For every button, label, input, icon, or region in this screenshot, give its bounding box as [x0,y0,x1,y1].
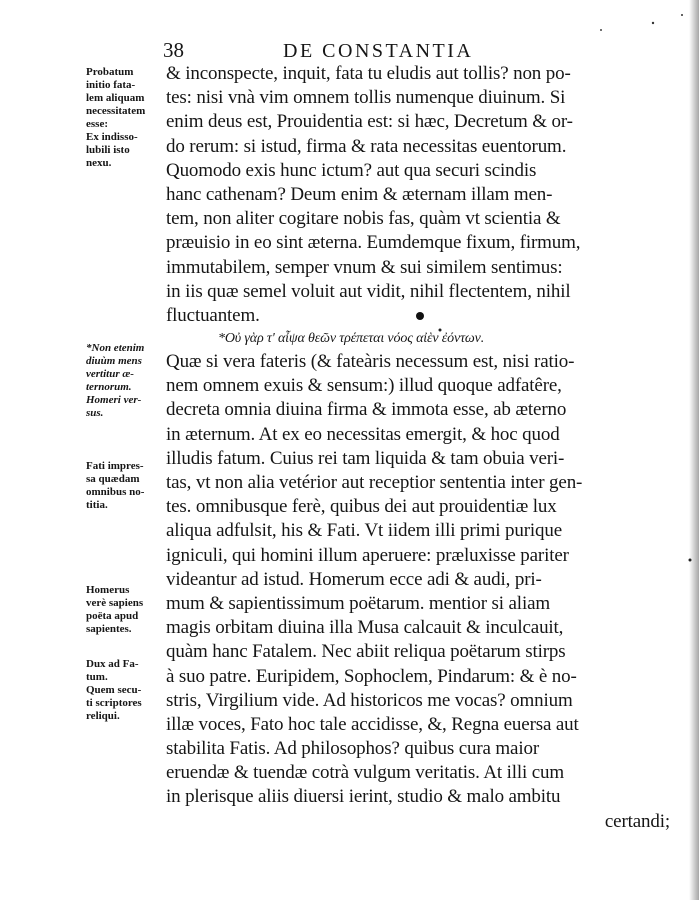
text-line: videantur ad istud. Homerum ecce adi & audi, pri- [166,568,542,590]
text-line: immutabilem, semper vnum & sui similem sentimus: [166,256,563,278]
margin-line: sus. [86,407,104,419]
text-line: fluctuantem. [166,304,260,326]
margin-line: Ex indisso- [86,131,138,143]
margin-line: poëta apud [86,610,139,622]
text-line: nem omnem exuis & sensum:) illud quoque adfatêre, [166,375,562,397]
text-line: tem, non aliter cogitare nobis fas, quàm vt scientia & [166,208,561,230]
text-line: magis orbitam diuina illa Musa calcauit & inculcauit, [166,617,564,639]
margin-line: Dux ad Fa- [86,658,139,670]
text-line: igniculi, qui homini illum aperuere: præluxisse pariter [166,544,569,566]
margin-note-fate-necessity [86,66,164,170]
margin-line: initio fata- [86,79,136,91]
text-line: tas, vt non alia vetérior aut receptior sententia inter gen- [166,472,583,493]
margin-line: diuùm mens [86,355,142,367]
text-line: in æternum. At ex eo necessitas emergit, & hoc quod [166,423,560,445]
margin-line: sapientes. [86,623,132,635]
text-line: quàm hanc Fatalem. Nec abiit reliqua poëtarum stirps [166,641,566,663]
margin-line: reliqui. [86,710,120,722]
margin-note-leader [86,658,164,723]
text-line: à suo patre. Euripidem, Sophoclem, Pindarum: & è no- [166,665,577,687]
text-line: in plerisque aliis diuersi ierint, studio & malo ambitu [166,786,561,808]
ink-speck [600,29,602,31]
text-line: do rerum: si istud, firma & rata necessitas euentorum. [166,135,567,157]
page-number: 38 [163,38,184,62]
page-edge-shadow [689,0,699,900]
margin-line: sa quædam [86,473,140,485]
text-line: præuisio in eo sint æterna. Eumdemque fixum, firmum, [166,232,581,254]
margin-line: ti scriptores [86,697,142,709]
margin-line: titia. [86,499,108,511]
margin-line: *Non etenim [86,342,145,354]
text-line: tes. omnibusque ferè, quibus dei aut prouidentiæ lux [166,496,557,518]
text-line: & inconspecte, inquit, fata tu eludis aut tollis? non po- [166,63,571,84]
text-line: Quæ si vera fateris (& fateàris necessum est, nisi ratio- [166,351,575,373]
text-line: tes: nisi vnà vim omnem tollis numenque diuinum. Si [166,87,566,109]
margin-line: necessitatem [86,105,146,117]
catchword: certandi; [604,810,670,832]
text-line: Quomodo exis hunc ictum? aut qua securi scindis [166,159,537,181]
margin-note-fate-notion [86,460,164,512]
text-line: enim deus est, Prouidentia est: si hæc, Decretum & or- [166,111,573,133]
margin-note-homer-wise [86,584,164,636]
margin-line: esse: [86,118,108,130]
margin-line: omnibus no- [86,486,145,498]
text-line: aliqua adfulsit, his & Fati. Vt iidem illi primi purique [166,520,563,542]
main-text [166,62,676,834]
text-line: decreta omnia diuina firma & immota esse, ab æterno [166,399,567,421]
text-line: in iis quæ semel voluit aut vidit, nihil flectentem, nihil [166,280,571,302]
margin-line: Homerus [86,584,130,596]
ink-speck [681,14,683,16]
margin-line: Quem secu- [86,684,142,696]
margin-line: lubili isto [86,144,130,156]
text-line: mum & sapientissimum poëtarum. mentior si aliam [166,592,550,614]
margin-line: Homeri ver- [86,394,142,406]
text-line: illudis fatum. Cuius rei tam liquida & tam obuia veri- [166,447,565,469]
margin-line: verè sapiens [86,597,144,609]
margin-note-homer-verse [86,342,164,420]
page-header [163,38,503,63]
margin-line: Fati impres- [86,460,144,472]
text-line: stris, Virgilium vide. Ad historicos me vocas? omnium [166,689,573,711]
margin-line: tum. [86,671,108,683]
text-line: hanc cathenam? Deum enim & æternam illam men- [166,183,553,205]
margin-line: nexu. [86,157,112,169]
text-line: illæ voces, Fato hoc tale accidisse, &, Regna euersa aut [166,713,579,735]
margin-line: ternorum. [86,381,132,393]
running-head: DE CONSTANTIA [283,40,474,62]
margin-line: vertitur æ- [86,368,134,380]
text-line: eruendæ & tuendæ cotrà vulgum veritatis. At illi cum [166,762,564,784]
greek-quotation: *Οὐ γὰρ τ' αἶψα θεῶν τρέπεται νόος αἰὲν ἐόντων. [218,331,485,347]
margin-line: lem aliquam [86,92,145,104]
ink-speck [652,22,654,24]
margin-line: Probatum [86,66,134,78]
text-line: stabilita Fatis. Ad philosophos? quibus cura maior [166,738,539,760]
